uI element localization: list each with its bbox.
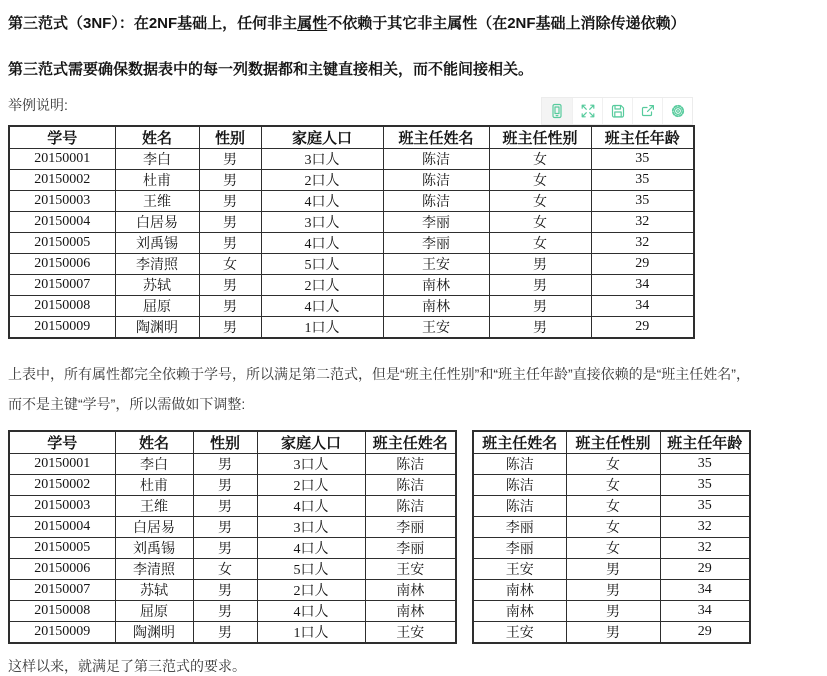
table-cell: 王安 <box>473 559 566 580</box>
table-cell: 4口人 <box>261 296 383 317</box>
table-cell: 男 <box>199 275 261 296</box>
column-header: 班主任姓名 <box>365 431 456 454</box>
analysis-line-2: 而不是主键“学号”，所以需做如下调整: <box>8 396 246 412</box>
column-header: 班主任姓名 <box>383 126 489 149</box>
table-cell: 女 <box>566 538 660 559</box>
table-cell: 5口人 <box>257 559 365 580</box>
table-row <box>9 475 456 496</box>
table-row <box>473 601 750 622</box>
table-cell: 4口人 <box>257 496 365 517</box>
table-cell: 陈洁 <box>365 454 456 475</box>
table-cell: 王安 <box>383 254 489 275</box>
table-cell: 李清照 <box>115 254 199 275</box>
table-cell: 女 <box>489 170 591 191</box>
table-row <box>9 517 456 538</box>
device-preview-button[interactable] <box>542 98 572 124</box>
header-row <box>9 431 456 454</box>
table-cell: 陈洁 <box>383 149 489 170</box>
table-cell: 女 <box>489 233 591 254</box>
table-cell: 男 <box>566 601 660 622</box>
table-row <box>9 170 694 191</box>
table-cell: 35 <box>591 149 694 170</box>
table-row <box>9 622 456 644</box>
table-cell: 王安 <box>383 317 489 339</box>
table-row <box>473 475 750 496</box>
table-cell: 南林 <box>365 601 456 622</box>
table-row <box>9 454 456 475</box>
table-cell: 李丽 <box>365 538 456 559</box>
table-cell: 20150008 <box>9 296 115 317</box>
table-cell: 20150005 <box>9 538 115 559</box>
table-cell: 陈洁 <box>473 475 566 496</box>
table-cell: 李白 <box>115 454 193 475</box>
table-cell: 35 <box>660 475 750 496</box>
table-cell: 4口人 <box>257 538 365 559</box>
table-cell: 屈原 <box>115 296 199 317</box>
example-toolbar-row <box>8 95 693 125</box>
table-cell: 20150004 <box>9 212 115 233</box>
table-cell: 王安 <box>365 622 456 644</box>
table-cell: 李丽 <box>473 538 566 559</box>
table-cell: 男 <box>199 170 261 191</box>
column-header: 班主任姓名 <box>473 431 566 454</box>
settings-gear-icon <box>670 103 686 119</box>
table-cell: 男 <box>199 317 261 339</box>
table-cell: 男 <box>489 317 591 339</box>
student-table <box>8 430 457 644</box>
table-cell: 李白 <box>115 149 199 170</box>
table-cell: 20150003 <box>9 191 115 212</box>
table-cell: 女 <box>566 517 660 538</box>
table-cell: 男 <box>193 601 257 622</box>
column-header: 学号 <box>9 431 115 454</box>
table-cell: 陈洁 <box>473 454 566 475</box>
teacher-table <box>472 430 751 644</box>
table-cell: 32 <box>660 538 750 559</box>
column-header: 姓名 <box>115 431 193 454</box>
table-cell: 20150005 <box>9 233 115 254</box>
table-cell: 苏轼 <box>115 580 193 601</box>
table-cell: 20150001 <box>9 149 115 170</box>
table-cell: 3口人 <box>257 517 365 538</box>
table-cell: 男 <box>489 254 591 275</box>
table-cell: 李丽 <box>383 212 489 233</box>
conclusion-text: 这样以来，就满足了第三范式的要求。 <box>8 658 246 674</box>
table-cell: 35 <box>660 496 750 517</box>
table-cell: 男 <box>193 454 257 475</box>
table-row <box>9 233 694 254</box>
table-row <box>473 580 750 601</box>
image-toolbar <box>541 97 693 125</box>
header-row <box>9 126 694 149</box>
table-cell: 34 <box>591 275 694 296</box>
table-cell: 3口人 <box>261 149 383 170</box>
header-row <box>473 431 750 454</box>
table-cell: 29 <box>660 622 750 644</box>
table-cell: 20150001 <box>9 454 115 475</box>
table-cell: 女 <box>489 191 591 212</box>
table-cell: 20150004 <box>9 517 115 538</box>
table-cell: 男 <box>193 517 257 538</box>
table-cell: 男 <box>193 622 257 644</box>
column-header: 班主任性别 <box>566 431 660 454</box>
settings-button[interactable] <box>662 98 692 124</box>
table-cell: 陈洁 <box>383 191 489 212</box>
analysis-line-1: 上表中，所有属性都完全依赖于学号，所以满足第二范式，但是“班主任性别”和“班主任年龄”直接依赖的是“班主任姓名”， <box>8 366 750 382</box>
device-preview-icon <box>549 103 565 119</box>
table-row <box>473 454 750 475</box>
table-cell: 王维 <box>115 496 193 517</box>
heading-text-pre: 第三范式（3NF）：在2NF基础上，任何非主 <box>8 15 298 32</box>
save-button[interactable] <box>602 98 632 124</box>
table-cell: 男 <box>199 233 261 254</box>
table-cell: 苏轼 <box>115 275 199 296</box>
table-row <box>473 517 750 538</box>
table-cell: 2口人 <box>257 580 365 601</box>
student-teacher-table <box>8 125 695 339</box>
table-cell: 男 <box>566 622 660 644</box>
table-cell: 男 <box>199 296 261 317</box>
table-cell: 杜甫 <box>115 170 199 191</box>
table-cell: 男 <box>566 580 660 601</box>
table-cell: 20150003 <box>9 496 115 517</box>
table-cell: 20150006 <box>9 254 115 275</box>
table-row <box>9 212 694 233</box>
table-cell: 男 <box>193 475 257 496</box>
table-cell: 男 <box>193 538 257 559</box>
column-header: 姓名 <box>115 126 199 149</box>
heading-3nf-definition <box>8 14 819 34</box>
table-cell: 20150009 <box>9 622 115 644</box>
table-cell: 20150002 <box>9 170 115 191</box>
table-row <box>473 496 750 517</box>
table-cell: 王安 <box>365 559 456 580</box>
analysis-paragraph <box>8 359 819 419</box>
table-cell: 陈洁 <box>383 170 489 191</box>
table-cell: 女 <box>489 149 591 170</box>
table-row <box>473 559 750 580</box>
table-cell: 3口人 <box>257 454 365 475</box>
table-cell: 杜甫 <box>115 475 193 496</box>
table-cell: 4口人 <box>261 191 383 212</box>
heading-3nf-requirement: 第三范式需要确保数据表中的每一列数据都和主键直接相关，而不能间接相关。 <box>8 61 534 78</box>
table-cell: 男 <box>489 275 591 296</box>
table-cell: 男 <box>489 296 591 317</box>
table-cell: 白居易 <box>115 212 199 233</box>
table-cell: 女 <box>566 475 660 496</box>
column-header: 性别 <box>199 126 261 149</box>
table-cell: 29 <box>591 254 694 275</box>
table-cell: 5口人 <box>261 254 383 275</box>
column-header: 班主任性别 <box>489 126 591 149</box>
column-header: 家庭人口 <box>261 126 383 149</box>
share-icon <box>640 103 656 119</box>
table-cell: 20150008 <box>9 601 115 622</box>
table-cell: 男 <box>199 191 261 212</box>
share-button[interactable] <box>632 98 662 124</box>
table-cell: 35 <box>660 454 750 475</box>
heading-text-underlined: 属性 <box>297 15 328 32</box>
table-row <box>9 496 456 517</box>
table-cell: 刘禹锡 <box>115 233 199 254</box>
table-cell: 南林 <box>365 580 456 601</box>
table-cell: 王安 <box>473 622 566 644</box>
table-cell: 李清照 <box>115 559 193 580</box>
table-cell: 34 <box>591 296 694 317</box>
table-cell: 34 <box>660 601 750 622</box>
table-cell: 男 <box>566 559 660 580</box>
table-cell: 男 <box>193 496 257 517</box>
column-header: 性别 <box>193 431 257 454</box>
table-cell: 20150006 <box>9 559 115 580</box>
table-cell: 陶渊明 <box>115 622 193 644</box>
table-cell: 1口人 <box>257 622 365 644</box>
table-row <box>9 296 694 317</box>
table-cell: 男 <box>199 149 261 170</box>
table-cell: 南林 <box>473 580 566 601</box>
example-label: 举例说明: <box>8 97 68 113</box>
fullscreen-icon <box>580 103 596 119</box>
column-header: 班主任年龄 <box>591 126 694 149</box>
table-row <box>9 191 694 212</box>
table-row <box>9 538 456 559</box>
table-cell: 男 <box>199 212 261 233</box>
column-header: 家庭人口 <box>257 431 365 454</box>
table-cell: 4口人 <box>257 601 365 622</box>
table-row <box>9 254 694 275</box>
table-row <box>9 317 694 339</box>
table-cell: 2口人 <box>257 475 365 496</box>
column-header: 学号 <box>9 126 115 149</box>
table-cell: 南林 <box>473 601 566 622</box>
fullscreen-button[interactable] <box>572 98 602 124</box>
table-cell: 陈洁 <box>473 496 566 517</box>
table-cell: 32 <box>591 212 694 233</box>
table-cell: 35 <box>591 170 694 191</box>
table-cell: 李丽 <box>365 517 456 538</box>
table-row <box>9 275 694 296</box>
table-cell: 女 <box>199 254 261 275</box>
table-cell: 1口人 <box>261 317 383 339</box>
table-cell: 20150007 <box>9 275 115 296</box>
table-cell: 女 <box>193 559 257 580</box>
table-cell: 2口人 <box>261 170 383 191</box>
table-cell: 女 <box>566 496 660 517</box>
table-cell: 李丽 <box>383 233 489 254</box>
table-row <box>9 580 456 601</box>
table-cell: 南林 <box>383 275 489 296</box>
table-cell: 女 <box>489 212 591 233</box>
column-header: 班主任年龄 <box>660 431 750 454</box>
heading-text-post: 不依赖于其它非主属性（在2NF基础上消除传递依赖） <box>327 15 686 32</box>
save-icon <box>610 103 626 119</box>
table-cell: 南林 <box>383 296 489 317</box>
table-cell: 陈洁 <box>365 475 456 496</box>
table-cell: 29 <box>591 317 694 339</box>
table-cell: 34 <box>660 580 750 601</box>
table-cell: 32 <box>591 233 694 254</box>
table-cell: 20150007 <box>9 580 115 601</box>
table-cell: 刘禹锡 <box>115 538 193 559</box>
table-cell: 20150009 <box>9 317 115 339</box>
table-cell: 陶渊明 <box>115 317 199 339</box>
normalized-tables-row <box>8 430 819 644</box>
table-cell: 4口人 <box>261 233 383 254</box>
table-cell: 陈洁 <box>365 496 456 517</box>
table-row <box>9 601 456 622</box>
table-cell: 20150002 <box>9 475 115 496</box>
table-cell: 女 <box>566 454 660 475</box>
table-row <box>473 622 750 644</box>
table-row <box>9 559 456 580</box>
table-cell: 35 <box>591 191 694 212</box>
table-row <box>9 149 694 170</box>
table-cell: 屈原 <box>115 601 193 622</box>
table-cell: 男 <box>193 580 257 601</box>
table-cell: 白居易 <box>115 517 193 538</box>
table-cell: 29 <box>660 559 750 580</box>
table-cell: 李丽 <box>473 517 566 538</box>
table-cell: 2口人 <box>261 275 383 296</box>
table-cell: 3口人 <box>261 212 383 233</box>
table-cell: 王维 <box>115 191 199 212</box>
table-row <box>473 538 750 559</box>
table-cell: 32 <box>660 517 750 538</box>
